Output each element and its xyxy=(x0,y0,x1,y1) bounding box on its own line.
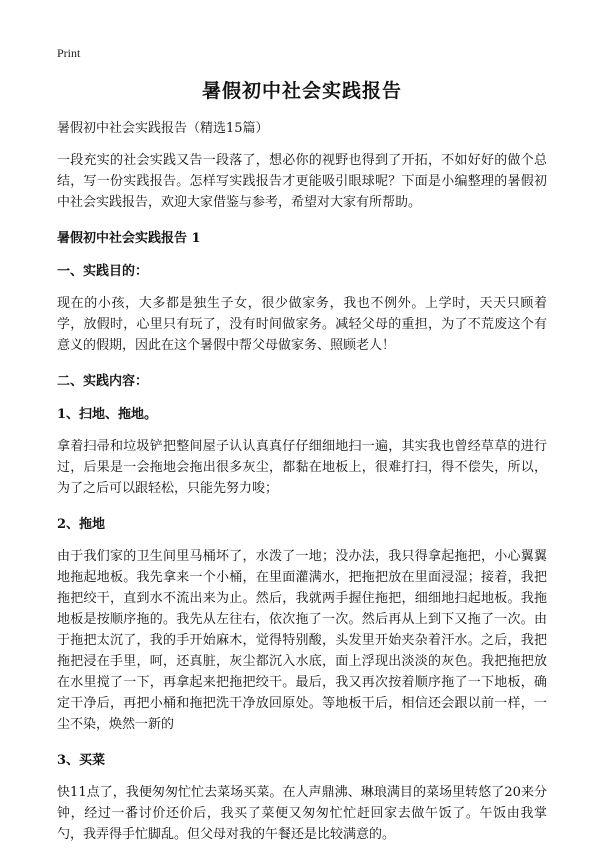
item1-heading: 1、扫地、拖地。 xyxy=(57,407,158,422)
print-link[interactable]: Print xyxy=(57,46,81,60)
document-body xyxy=(57,76,547,859)
item3-paragraph: 快11点了，我便匆匆忙忙去菜场买菜。在人声鼎沸、琳琅满目的菜场里转悠了20来分钟，经过一番讨价还价后，我买了菜便又匆匆忙忙赶回家去做午饭了。午饭由我掌勺，我弄得手忙脚乱。但父母对我的午餐还是比较满意的。 xyxy=(57,785,547,842)
subtitle: 暑假初中社会实践报告（精选15篇） xyxy=(57,121,269,136)
item2-paragraph: 由于我们家的卫生间里马桶坏了，水泼了一地；没办法，我只得拿起拖把，小心翼翼地拖起地板。我先拿来一个小桶，在里面灌满水，把拖把放在里面浸湿；接着，我把拖把绞干，直到水不流出来为止。然后，我就两手握住拖把，细细地扫起地板。我拖地板是按顺序拖的。我先从左往右，依次拖了一次。然后再从上到下又拖了一次。由于拖把太沉了，我的手开始麻木，觉得特别酸，头发里开始夹杂着汗水。之后，我把拖把浸在手里，呵，还真脏，灰尘都沉入水底，面上浮现出淡淡的灰色。我把拖把放在水里搅了一下，再拿起来把拖把绞干。最后，我又再次按着顺序拖了一下地板，确定干净后，再把小桶和拖把洗干净放回原处。等地板干后，相信还会跟以前一样，一尘不染，焕然一新的 xyxy=(57,549,547,732)
item3-heading: 3、买菜 xyxy=(57,753,106,768)
report-heading: 暑假初中社会实践报告 1 xyxy=(57,231,201,246)
section1-heading: 一、实践目的： xyxy=(57,264,149,279)
item2-heading: 2、拖地 xyxy=(57,517,106,532)
section2-heading: 二、实践内容： xyxy=(57,374,149,389)
item1-paragraph: 拿着扫帚和垃圾铲把整间屋子认认真真仔仔细细地扫一遍，其实我也曾经草草的进行过，后果是一会拖地会拖出很多灰尘，都黏在地板上，很难打扫，得不偿失，所以，为了之后可以跟轻松，只能先努力唆； xyxy=(57,439,547,496)
page-title: 暑假初中社会实践报告 xyxy=(201,80,402,102)
intro-paragraph: 一段充实的社会实践又告一段落了，想必你的视野也得到了开拓，不如好好的做个总结，写一份实践报告。怎样写实践报告才更能吸引眼球呢？下面是小编整理的暑假初中社会实践报告，欢迎大家借鉴与参考，希望对大家有所帮助。 xyxy=(57,153,547,210)
section1-paragraph: 现在的小孩，大多都是独生子女，很少做家务，我也不例外。上学时，天天只顾着学，放假时，心里只有玩了，没有时间做家务。减轻父母的重担，为了不荒废这个有意义的假期，因此在这个暑假中帮父母做家务、照顾老人！ xyxy=(57,296,547,353)
